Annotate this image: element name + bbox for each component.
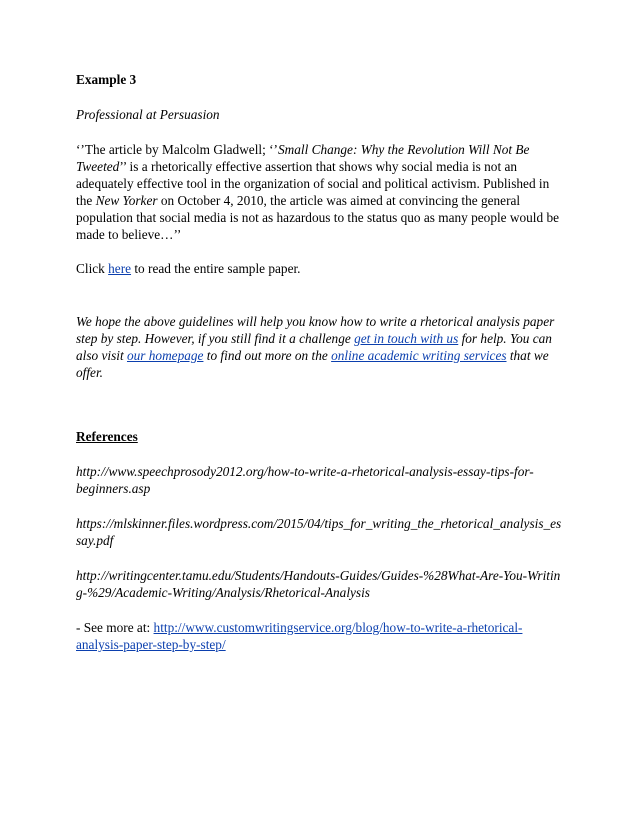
quote-title: Small Change: Why the Revolution Will Not Be Tweeted (76, 142, 530, 174)
reference-item: http://www.speechprosody2012.org/how-to-write-a-rhetorical-analysis-essay-tips-for-beginners.asp (76, 464, 534, 496)
reference-item: https://mlskinner.files.wordpress.com/2015/04/tips_for_writing_the_rhetorical_analysis_essay.pdf (76, 516, 562, 548)
reference-item: http://writingcenter.tamu.edu/Students/Handouts-Guides/Guides-%28What-Are-You-Writing-%29/Academic-Writing/Analysis/Rhetorical-Analysis (76, 568, 561, 600)
closing-text-3: to find out more on the (203, 348, 332, 363)
quote-open: ‘’The article by Malcolm Gladwell; ‘’ (76, 142, 278, 157)
services-link[interactable]: online academic writing services (331, 348, 507, 363)
closing-paragraph (76, 313, 562, 381)
document-page (76, 71, 562, 653)
contact-link[interactable]: get in touch with us (354, 331, 459, 346)
quote-body-2: on October 4, 2010, the article was aimed at convincing the general population that social media is not as hazardous to the status quo as many people would be made to believe…’’ (76, 193, 560, 242)
click-prefix: Click (76, 261, 109, 276)
here-link[interactable]: here (108, 261, 132, 276)
quote-close-marks: ’’ (119, 159, 127, 174)
closing-text-1: We hope the above guidelines will help you know how to write a rhetorical analysis paper step by step. However, if you still find it a challenge (76, 314, 555, 346)
see-more-line (76, 619, 562, 653)
see-more-link[interactable]: http://www.customwritingservice.org/blog/how-to-write-a-rhetorical-analysis-paper-step-by-step/ (76, 620, 523, 652)
closing-text-4: that we offer. (76, 348, 549, 380)
click-suffix: to read the entire sample paper. (131, 261, 301, 276)
references-heading: References (76, 429, 138, 444)
closing-text-2: for help. You can also visit (76, 331, 552, 363)
quote-publication: New Yorker (95, 193, 158, 208)
see-more-prefix: - See more at: (76, 620, 154, 635)
example-subtitle: Professional at Persuasion (76, 107, 220, 122)
example-quote (76, 141, 562, 243)
quote-body-1: is a rhetorically effective assertion that shows why social media is not an adequately effective tool in the organization of social and political activism. Published in the (76, 159, 550, 208)
click-line (76, 260, 562, 277)
example-heading: Example 3 (76, 72, 137, 87)
homepage-link[interactable]: our homepage (126, 348, 204, 363)
